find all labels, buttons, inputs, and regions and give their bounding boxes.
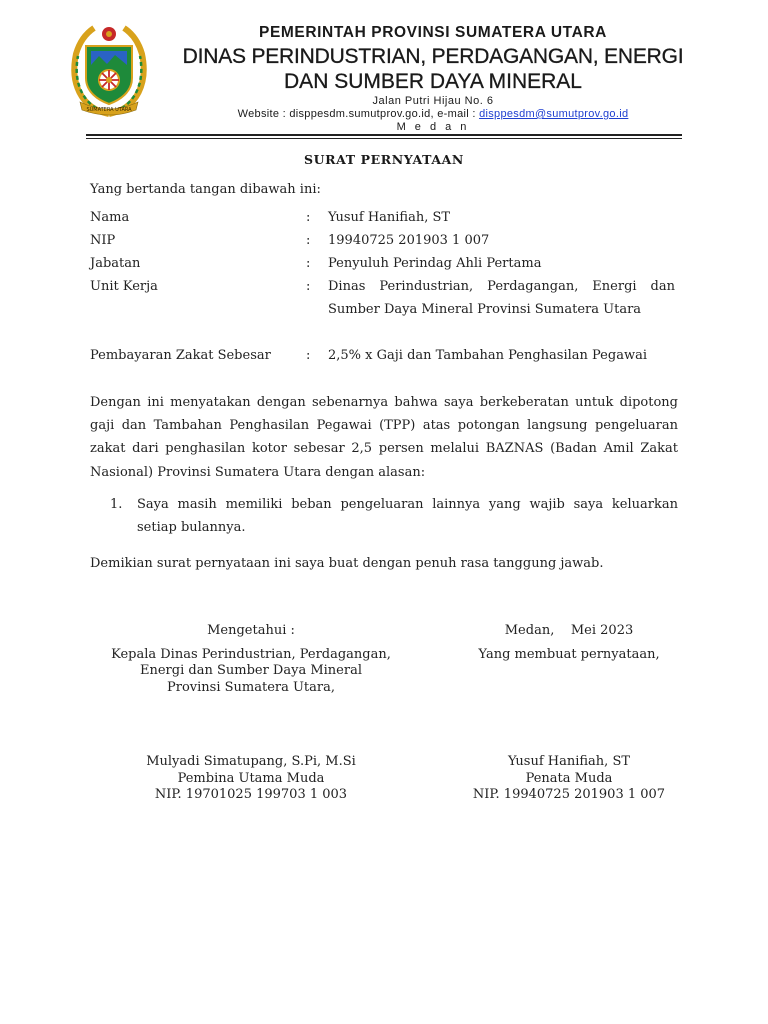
letterhead-agency-line2: DAN SUMBER DAYA MINERAL <box>284 70 582 93</box>
field-value: Yusuf Hanifiah, ST <box>328 210 451 225</box>
closing-text: Demikian surat pernyataan ini saya buat dengan penuh rasa tanggung jawab. <box>90 556 604 571</box>
statement-paragraph: Dengan ini menyatakan dengan sebenarnya bahwa saya berkeberatan untuk dipotong gaji dan Tambahan Penghasilan Pegawai (TPP) atas potongan langsung pengeluaran zakat dari penghasilan kotor sebesar 2,5 persen melalui BAZNAS (Badan Amil Zakat Nasional) Provinsi Sumatera Utara dengan alasan: <box>90 395 678 480</box>
right-role: Yang membuat pernyataan, <box>478 646 660 662</box>
sumatera-utara-coat-of-arms-icon <box>66 20 152 120</box>
left-signature-block <box>92 623 410 804</box>
field-label: Unit Kerja <box>90 279 158 294</box>
email-link[interactable]: disppesdm@sumutprov.go.id <box>479 108 629 120</box>
website-text: Website : disppesdm.sumutprov.go.id, e-mail : <box>237 108 480 120</box>
field-separator: : <box>306 279 311 294</box>
letterhead-divider <box>86 134 682 136</box>
svg-text:SUMATERA UTARA: SUMATERA UTARA <box>86 107 132 113</box>
reason-number: 1. <box>110 497 123 512</box>
field-label: Jabatan <box>90 256 141 271</box>
letterhead-contact <box>160 108 706 121</box>
letterhead-agency-line1: DINAS PERINDUSTRIAN, PERDAGANGAN, ENERGI <box>182 45 684 68</box>
field-label: NIP <box>90 233 116 248</box>
right-signature-block <box>456 623 682 804</box>
field-label: Pembayaran Zakat Sebesar <box>90 348 271 363</box>
letterhead <box>160 22 706 134</box>
field-separator: : <box>306 348 311 363</box>
place-date: Medan, Mei 2023 <box>504 623 634 638</box>
right-signer-name: Yusuf Hanifiah, ST <box>507 754 631 769</box>
left-signer-nip: NIP. 19701025 199703 1 003 <box>154 787 348 802</box>
left-signer-name: Mulyadi Simatupang, S.Pi, M.Si <box>146 754 356 769</box>
letterhead-city: M e d a n <box>396 121 470 133</box>
left-role-line1: Kepala Dinas Perindustrian, Perdagangan, <box>111 646 391 662</box>
left-role-line2: Energi dan Sumber Daya Mineral <box>140 663 362 678</box>
field-separator: : <box>306 210 311 225</box>
document-title: SURAT PERNYATAAN <box>304 152 464 167</box>
field-separator: : <box>306 233 311 248</box>
intro-text: Yang bertanda tangan dibawah ini: <box>90 182 321 197</box>
field-value: Penyuluh Perindag Ahli Pertama <box>328 256 542 271</box>
right-signer-nip: NIP. 19940725 201903 1 007 <box>472 787 666 802</box>
field-separator: : <box>306 256 311 271</box>
left-signer-rank: Pembina Utama Muda <box>177 770 325 786</box>
field-label: Nama <box>90 210 130 225</box>
letterhead-government: PEMERINTAH PROVINSI SUMATERA UTARA <box>259 24 607 41</box>
field-value: 19940725 201903 1 007 <box>328 233 490 248</box>
reason-text: Saya masih memiliki beban pengeluaran lainnya yang wajib saya keluarkan setiap bulannya. <box>137 497 678 535</box>
acknowledged-heading: Mengetahui : <box>207 623 295 638</box>
left-role-line3: Provinsi Sumatera Utara, <box>166 679 336 695</box>
field-value: 2,5% x Gaji dan Tambahan Penghasilan Pegawai <box>328 348 647 363</box>
letterhead-address: Jalan Putri Hijau No. 6 <box>372 95 494 107</box>
letterhead-divider-thin <box>86 138 682 139</box>
field-value: Dinas Perindustrian, Perdagangan, Energi dan Sumber Daya Mineral Provinsi Sumatera Utara <box>328 279 675 317</box>
right-signer-rank: Penata Muda <box>525 770 613 786</box>
